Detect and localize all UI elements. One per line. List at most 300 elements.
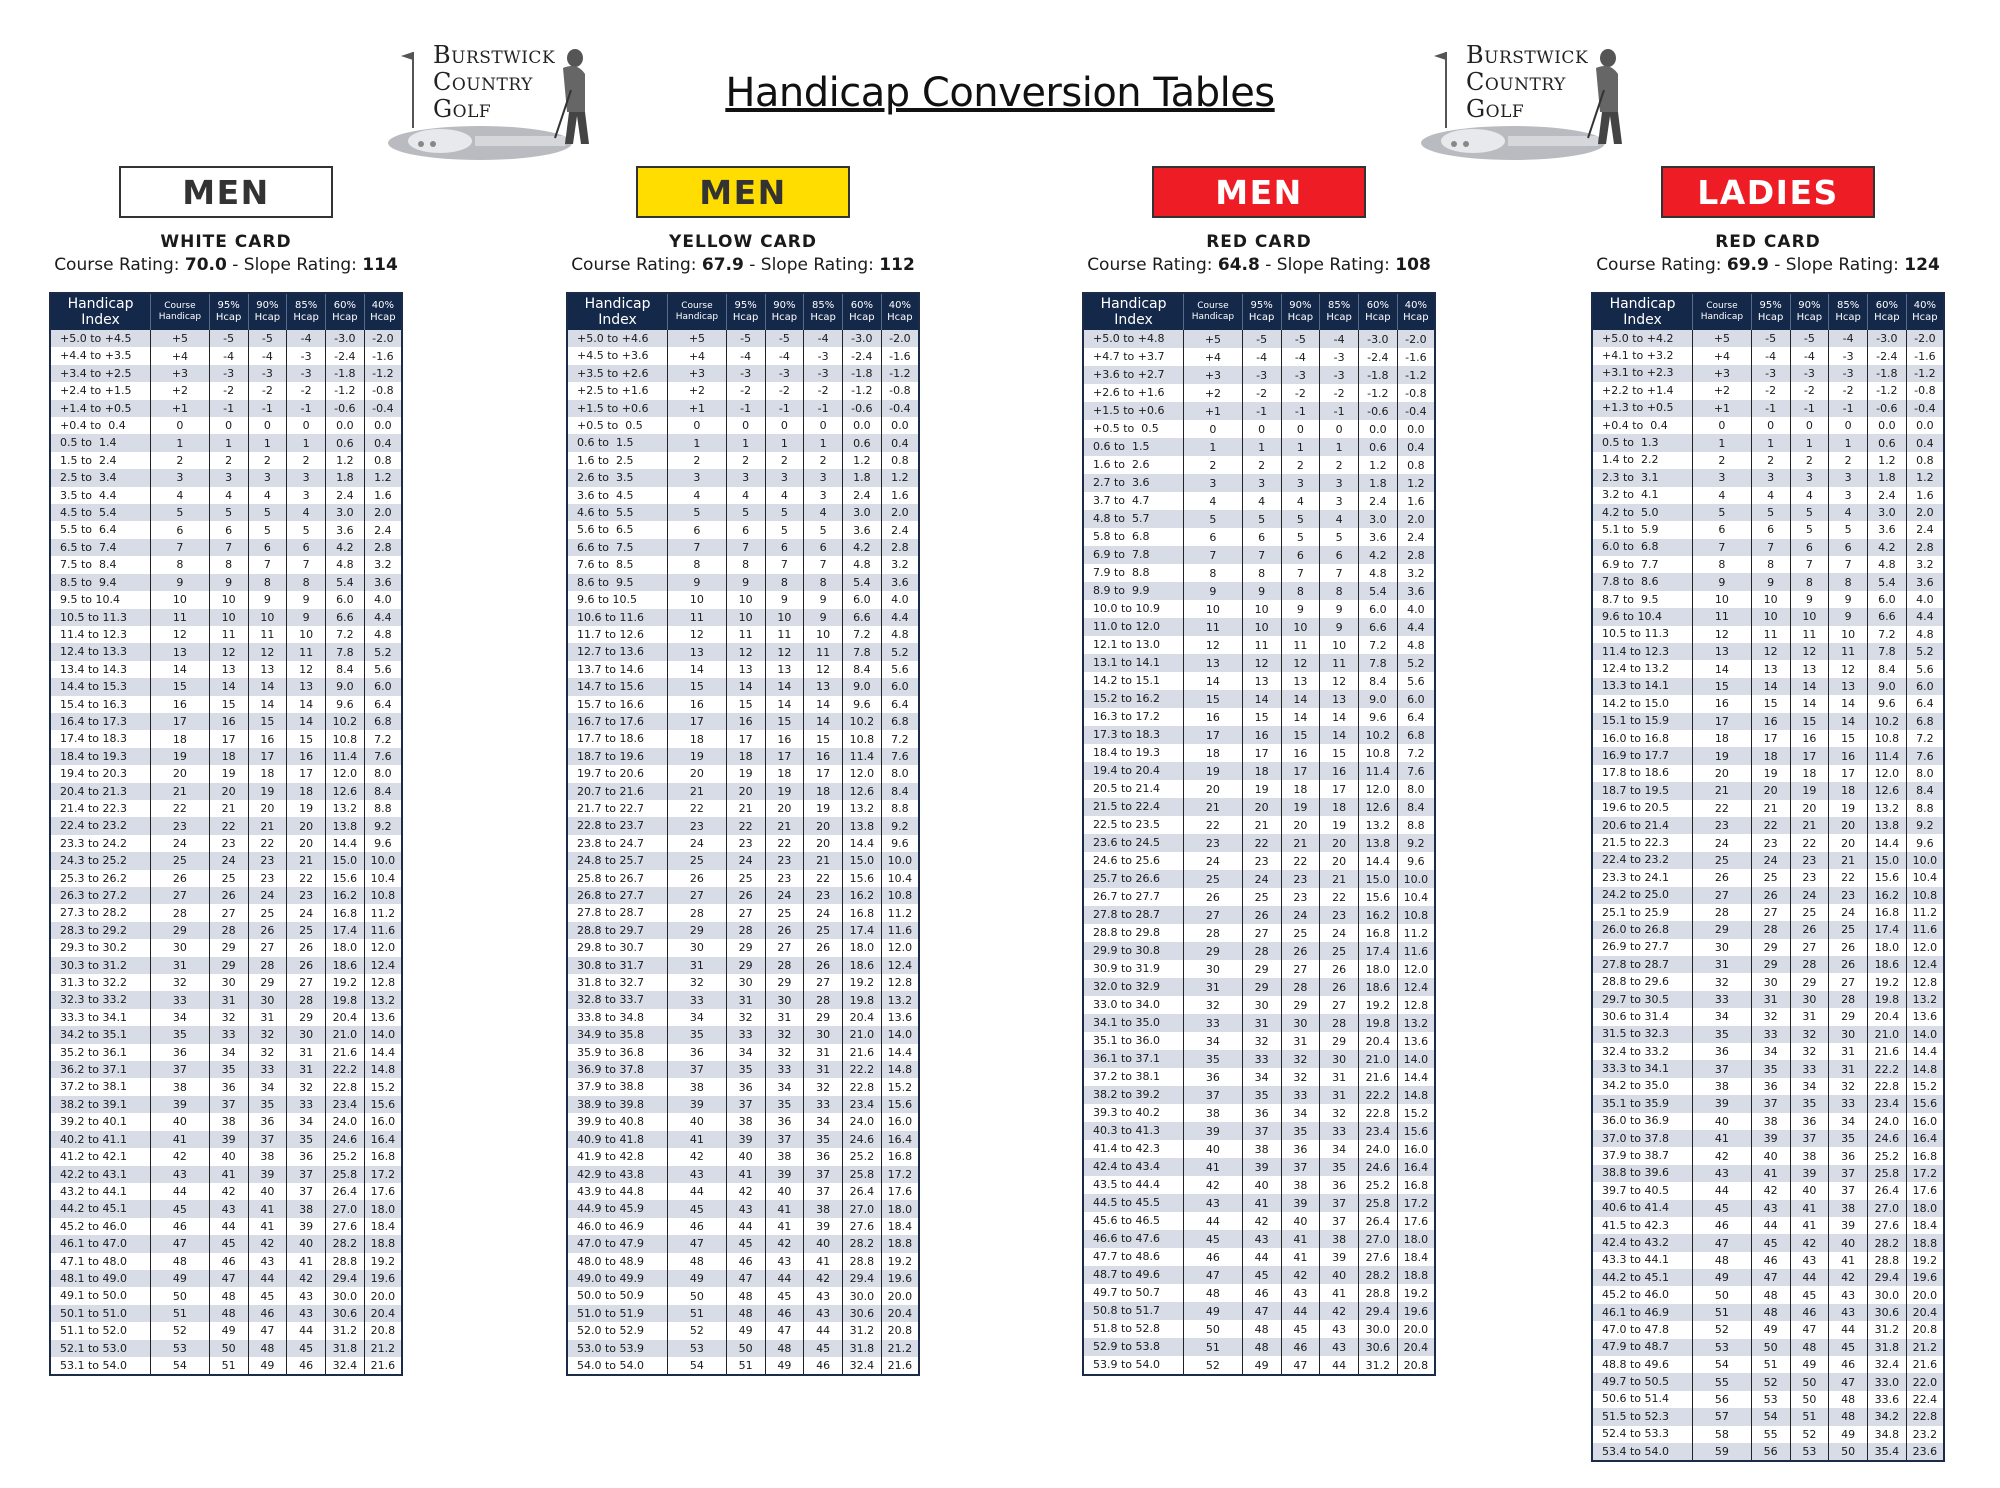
h90-value: 24 [1281, 906, 1320, 924]
h40-value: 18.4 [364, 1218, 402, 1235]
table-row [50, 1148, 402, 1165]
table-row [1592, 1026, 1944, 1043]
course-value: 12 [1693, 626, 1752, 643]
h40-value: 17.2 [364, 1166, 402, 1183]
h40-value: 14.0 [1397, 1050, 1435, 1068]
h95-value: 41 [1751, 1165, 1790, 1182]
course-value: 30 [1184, 960, 1243, 978]
table-row [1592, 417, 1944, 434]
h95-value: 48 [1242, 1338, 1281, 1356]
h90-value: 38 [1790, 1147, 1829, 1164]
course-rating-value: 69.9 [1726, 255, 1769, 275]
h60-value: -0.6 [1867, 400, 1906, 417]
h40-value: 4.4 [881, 609, 919, 626]
index-range: 6.6 to 7.5 [567, 539, 668, 556]
h60-value: -1.8 [1867, 365, 1906, 382]
h60-value: 21.6 [1867, 1043, 1906, 1060]
index-range: +3.6 to +2.7 [1083, 366, 1184, 384]
table-row [1083, 672, 1435, 690]
index-range: 15.7 to 16.6 [567, 696, 668, 713]
h95-value: 16 [726, 713, 765, 730]
course-value: 6 [668, 521, 727, 538]
index-range: 26.0 to 26.8 [1592, 921, 1693, 938]
index-range: 22.4 to 23.2 [1592, 852, 1693, 869]
course-value: 57 [1693, 1408, 1752, 1425]
table-row [567, 609, 919, 626]
h60-value: 10.8 [1867, 730, 1906, 747]
index-range: 37.9 to 38.7 [1592, 1147, 1693, 1164]
index-range: 16.7 to 17.6 [567, 713, 668, 730]
course-value: 8 [1184, 564, 1243, 582]
course-value: 0 [668, 417, 727, 434]
table-row [1592, 1408, 1944, 1425]
table-row [567, 1096, 919, 1113]
index-range: +3.4 to +2.5 [50, 365, 151, 382]
table-row [1592, 1286, 1944, 1303]
h85-value: 5 [1829, 521, 1868, 538]
h95-value: 48 [726, 1287, 765, 1304]
index-range: 30.9 to 31.9 [1083, 960, 1184, 978]
h85-value: 45 [287, 1340, 326, 1357]
course-value: 30 [1693, 939, 1752, 956]
h40-value: -0.4 [1397, 402, 1435, 420]
h90-value: 13 [765, 661, 804, 678]
h40-value: 13.2 [1906, 991, 1944, 1008]
h60-value: 19.2 [325, 974, 364, 991]
h85-value: 34 [1829, 1113, 1868, 1130]
table-row [1083, 474, 1435, 492]
h85-value: -1 [287, 400, 326, 417]
table-row [567, 713, 919, 730]
h90-value: 43 [1790, 1252, 1829, 1269]
table-row [1083, 906, 1435, 924]
index-range: 21.4 to 22.3 [50, 800, 151, 817]
h60-value: 14.4 [1358, 852, 1397, 870]
h60-value: 32.4 [325, 1357, 364, 1375]
h90-value: 2 [1281, 456, 1320, 474]
h40-value: 14.4 [881, 1044, 919, 1061]
h90-value: 17 [248, 748, 287, 765]
h85-value: 20 [1320, 834, 1359, 852]
index-range: 0.6 to 1.5 [567, 434, 668, 451]
h40-value: 12.0 [1397, 960, 1435, 978]
index-range: 28.8 to 29.6 [1592, 973, 1693, 990]
h95-value: 5 [726, 504, 765, 521]
h40-value: 2.0 [364, 504, 402, 521]
h60-value: 0.6 [842, 434, 881, 451]
h40-value: 9.6 [1397, 852, 1435, 870]
h40-value: 12.4 [1906, 956, 1944, 973]
h60-value: 13.2 [842, 800, 881, 817]
course-value: 32 [1184, 996, 1243, 1014]
index-range: 36.0 to 36.9 [1592, 1113, 1693, 1130]
index-range: 1.6 to 2.5 [567, 452, 668, 469]
table-row [567, 1305, 919, 1322]
h85-value: 49 [1829, 1426, 1868, 1443]
h95-value: 18 [1242, 762, 1281, 780]
index-range: +5.0 to +4.8 [1083, 330, 1184, 348]
table-row [1592, 1078, 1944, 1095]
index-range: 12.1 to 13.0 [1083, 636, 1184, 654]
h85-value: 26 [804, 957, 843, 974]
h85-value: 14 [1829, 713, 1868, 730]
h90-value: 13 [1790, 660, 1829, 677]
table-row [1592, 365, 1944, 382]
h95-value: 37 [209, 1096, 248, 1113]
h95-value: 25 [726, 870, 765, 887]
course-value: +4 [1184, 348, 1243, 366]
h90-value: 3 [1790, 469, 1829, 486]
course-value: +5 [668, 330, 727, 347]
index-range: 10.5 to 11.3 [50, 609, 151, 626]
h90-value: 50 [1790, 1391, 1829, 1408]
h95-value: 48 [1242, 1320, 1281, 1338]
h40-value: 6.8 [1397, 726, 1435, 744]
h40-value: -1.6 [364, 347, 402, 364]
h60-value: -3.0 [325, 330, 364, 347]
h95-value: 22 [209, 817, 248, 834]
h90-value: 42 [1281, 1266, 1320, 1284]
h85-value: 23 [1829, 887, 1868, 904]
h90-value: 32 [765, 1026, 804, 1043]
h60-value: 20.4 [842, 1009, 881, 1026]
h60-value: 12.6 [842, 783, 881, 800]
course-value: 35 [1693, 1026, 1752, 1043]
h90-value: 2 [765, 452, 804, 469]
course-value: 46 [1184, 1248, 1243, 1266]
h40-value: 18.0 [364, 1200, 402, 1217]
h90-value: -4 [1281, 348, 1320, 366]
index-range: 12.4 to 13.2 [1592, 660, 1693, 677]
h90-value: 12 [248, 643, 287, 660]
course-value: 43 [1693, 1165, 1752, 1182]
course-value: 54 [151, 1357, 210, 1375]
table-row [1083, 708, 1435, 726]
h60-value: 15.0 [842, 852, 881, 869]
h90-value: 42 [1790, 1234, 1829, 1251]
h85-value: 41 [804, 1253, 843, 1270]
index-range: 4.2 to 5.0 [1592, 504, 1693, 521]
h95-value: 4 [726, 487, 765, 504]
index-range: 39.3 to 40.2 [1083, 1104, 1184, 1122]
course-value: 20 [1693, 765, 1752, 782]
h95-value: 24 [209, 852, 248, 869]
h85-value: 9 [804, 609, 843, 626]
index-range: 12.4 to 13.3 [50, 643, 151, 660]
h60-value: 33.0 [1867, 1373, 1906, 1390]
h60-value: 4.8 [1867, 556, 1906, 573]
table-row [1592, 1200, 1944, 1217]
h85-value: 41 [1829, 1252, 1868, 1269]
index-range: 17.8 to 18.6 [1592, 765, 1693, 782]
index-range: 38.2 to 39.2 [1083, 1086, 1184, 1104]
index-range: 10.0 to 10.9 [1083, 600, 1184, 618]
index-range: 44.2 to 45.1 [50, 1200, 151, 1217]
h40-value: 8.8 [1906, 800, 1944, 817]
h85-value: 31 [287, 1044, 326, 1061]
h95-value: 15 [726, 696, 765, 713]
h90-value: 24 [765, 887, 804, 904]
index-range: 3.5 to 4.4 [50, 487, 151, 504]
h40-value: 6.4 [1397, 708, 1435, 726]
h85-value: 35 [1829, 1130, 1868, 1147]
course-value: 30 [151, 939, 210, 956]
col-header-h90: 90% Hcap [1281, 293, 1320, 330]
header-row [567, 293, 919, 330]
course-value: 52 [151, 1322, 210, 1339]
h90-value: 12 [1281, 654, 1320, 672]
h85-value: 15 [287, 730, 326, 747]
index-range: 51.8 to 52.8 [1083, 1320, 1184, 1338]
h90-value: 6 [1281, 546, 1320, 564]
table-row [567, 904, 919, 921]
h60-value: 25.2 [1358, 1176, 1397, 1194]
h90-value: 27 [1281, 960, 1320, 978]
course-value: 38 [1184, 1104, 1243, 1122]
course-value: +2 [151, 382, 210, 399]
table-row [567, 643, 919, 660]
index-range: 6.5 to 7.4 [50, 539, 151, 556]
index-range: 18.7 to 19.5 [1592, 782, 1693, 799]
h95-value: 36 [209, 1078, 248, 1095]
h60-value: -1.8 [325, 365, 364, 382]
h60-value: 7.8 [1358, 654, 1397, 672]
course-value: 41 [1184, 1158, 1243, 1176]
h90-value: 39 [1790, 1165, 1829, 1182]
h60-value: 28.2 [1358, 1266, 1397, 1284]
h40-value: 12.0 [881, 939, 919, 956]
h60-value: 9.6 [1867, 695, 1906, 712]
course-value: 48 [1184, 1284, 1243, 1302]
h85-value: 8 [287, 574, 326, 591]
h40-value: 15.6 [1397, 1122, 1435, 1140]
h95-value: 34 [209, 1044, 248, 1061]
h85-value: 31 [1320, 1068, 1359, 1086]
h40-value: 7.2 [881, 730, 919, 747]
index-range: 5.6 to 6.5 [567, 521, 668, 538]
h85-value: 36 [1829, 1147, 1868, 1164]
index-range: 52.0 to 52.9 [567, 1322, 668, 1339]
h90-value: 19 [765, 783, 804, 800]
index-range: 49.0 to 49.9 [567, 1270, 668, 1287]
h95-value: 10 [209, 609, 248, 626]
h60-value: 29.4 [325, 1270, 364, 1287]
table-row [1083, 1356, 1435, 1375]
h85-value: 39 [1320, 1248, 1359, 1266]
h60-value: 25.8 [842, 1166, 881, 1183]
h90-value: 10 [1281, 618, 1320, 636]
course-value: +4 [668, 347, 727, 364]
h90-value: -2 [1281, 384, 1320, 402]
h40-value: 20.8 [364, 1322, 402, 1339]
h95-value: 3 [1242, 474, 1281, 492]
h90-value: 21 [1281, 834, 1320, 852]
h60-value: 18.6 [842, 957, 881, 974]
index-range: 34.2 to 35.1 [50, 1026, 151, 1043]
h40-value: 14.0 [1906, 1026, 1944, 1043]
h40-value: 14.4 [1906, 1043, 1944, 1060]
course-value: 41 [1693, 1130, 1752, 1147]
h90-value: -3 [248, 365, 287, 382]
col-header-h85: 85% Hcap [1829, 293, 1868, 330]
h60-value: 7.8 [842, 643, 881, 660]
h85-value: 40 [1320, 1266, 1359, 1284]
h40-value: 12.4 [1397, 978, 1435, 996]
course-value: 36 [1184, 1068, 1243, 1086]
index-range: 37.9 to 38.8 [567, 1078, 668, 1095]
h60-value: 13.8 [1358, 834, 1397, 852]
h95-value: 22 [1242, 834, 1281, 852]
h95-value: 29 [209, 939, 248, 956]
table-row [567, 922, 919, 939]
h90-value: 47 [248, 1322, 287, 1339]
index-range: 8.5 to 9.4 [50, 574, 151, 591]
index-range: 53.1 to 54.0 [50, 1357, 151, 1375]
table-row [50, 347, 402, 364]
h90-value: 2 [1790, 452, 1829, 469]
h85-value: 14 [804, 713, 843, 730]
course-value: 18 [668, 730, 727, 747]
h90-value: 43 [765, 1253, 804, 1270]
index-range: 29.3 to 30.2 [50, 939, 151, 956]
table-row [50, 452, 402, 469]
table-row [1592, 904, 1944, 921]
col-header-h40: 40% Hcap [1906, 293, 1944, 330]
index-range: 42.4 to 43.4 [1083, 1158, 1184, 1176]
h85-value: 2 [1320, 456, 1359, 474]
h60-value: -3.0 [1867, 330, 1906, 347]
h40-value: 3.6 [364, 574, 402, 591]
h60-value: 27.0 [1358, 1230, 1397, 1248]
h90-value: 46 [1790, 1304, 1829, 1321]
course-value: 15 [151, 678, 210, 695]
h60-value: 30.0 [325, 1287, 364, 1304]
course-value: 39 [668, 1096, 727, 1113]
h40-value: 0.0 [1397, 420, 1435, 438]
h60-value: 10.2 [325, 713, 364, 730]
h40-value: 13.2 [364, 991, 402, 1008]
h90-value: 5 [1281, 528, 1320, 546]
h60-value: 12.0 [842, 765, 881, 782]
index-range: +1.5 to +0.6 [567, 400, 668, 417]
h95-value: 26 [209, 887, 248, 904]
course-value: 55 [1693, 1373, 1752, 1390]
h60-value: -0.6 [325, 400, 364, 417]
h60-value: 21.6 [1358, 1068, 1397, 1086]
index-range: 39.2 to 40.1 [50, 1113, 151, 1130]
h95-value: 42 [1242, 1212, 1281, 1230]
h95-value: 8 [726, 556, 765, 573]
table-row [50, 1235, 402, 1252]
table-row [567, 1044, 919, 1061]
h90-value: 24 [248, 887, 287, 904]
index-range: 48.0 to 48.9 [567, 1253, 668, 1270]
h85-value: 37 [287, 1183, 326, 1200]
course-value: 22 [1693, 800, 1752, 817]
table-row [1592, 817, 1944, 834]
table-row [1592, 626, 1944, 643]
h60-value: 22.8 [842, 1078, 881, 1095]
h40-value: 3.2 [881, 556, 919, 573]
index-range: 41.9 to 42.8 [567, 1148, 668, 1165]
course-value: 33 [1184, 1014, 1243, 1032]
index-range: 28.3 to 29.2 [50, 922, 151, 939]
index-range: 48.7 to 49.6 [1083, 1266, 1184, 1284]
table-row [567, 661, 919, 678]
h60-value: 22.8 [1358, 1104, 1397, 1122]
table-row [50, 1183, 402, 1200]
h95-value: 43 [726, 1200, 765, 1217]
h40-value: 6.0 [1397, 690, 1435, 708]
h95-value: 15 [1242, 708, 1281, 726]
index-range: 45.6 to 46.5 [1083, 1212, 1184, 1230]
h60-value: -0.6 [842, 400, 881, 417]
h40-value: 16.0 [881, 1113, 919, 1130]
h60-value: -3.0 [842, 330, 881, 347]
h90-value: 49 [1790, 1356, 1829, 1373]
h40-value: 7.6 [881, 748, 919, 765]
table-row [1083, 726, 1435, 744]
h40-value: 8.0 [881, 765, 919, 782]
h90-value: 24 [1790, 887, 1829, 904]
course-value: 4 [1693, 487, 1752, 504]
h95-value: 11 [1751, 626, 1790, 643]
index-range: 0.5 to 1.4 [50, 434, 151, 451]
page-title: Handicap Conversion Tables [725, 70, 1275, 116]
h40-value: 0.0 [881, 417, 919, 434]
h90-value: 48 [1790, 1339, 1829, 1356]
h85-value: 27 [1829, 973, 1868, 990]
h90-value: 15 [1281, 726, 1320, 744]
h90-value: 20 [765, 800, 804, 817]
h85-value: 3 [804, 487, 843, 504]
h95-value: 40 [209, 1148, 248, 1165]
course-value: +3 [1184, 366, 1243, 384]
h40-value: 2.0 [881, 504, 919, 521]
h95-value: 48 [209, 1305, 248, 1322]
h90-value: 44 [1790, 1269, 1829, 1286]
h85-value: 18 [1829, 782, 1868, 799]
h85-value: 41 [287, 1253, 326, 1270]
h90-value: 22 [1790, 834, 1829, 851]
h90-value: 50 [1790, 1373, 1829, 1390]
h40-value: 20.0 [1906, 1286, 1944, 1303]
h95-value: 40 [1751, 1147, 1790, 1164]
h40-value: 16.4 [1397, 1158, 1435, 1176]
course-value: 23 [668, 817, 727, 834]
h60-value: 30.0 [1867, 1286, 1906, 1303]
h85-value: 32 [1320, 1104, 1359, 1122]
h40-value: 6.4 [1906, 695, 1944, 712]
h95-value: 31 [1751, 991, 1790, 1008]
h40-value: 21.2 [364, 1340, 402, 1357]
course-value: 21 [151, 783, 210, 800]
h85-value: 24 [287, 904, 326, 921]
h95-value: 9 [1242, 582, 1281, 600]
h60-value: 12.0 [1358, 780, 1397, 798]
table-row [50, 696, 402, 713]
h95-value: 16 [209, 713, 248, 730]
h60-value: -1.8 [1358, 366, 1397, 384]
h60-value: 11.4 [842, 748, 881, 765]
h60-value: 28.8 [842, 1253, 881, 1270]
h40-value: 12.8 [364, 974, 402, 991]
table-row [567, 1253, 919, 1270]
h60-value: 22.2 [842, 1061, 881, 1078]
h85-value: 5 [1320, 528, 1359, 546]
h90-value: 20 [1281, 816, 1320, 834]
h85-value: 43 [1320, 1320, 1359, 1338]
